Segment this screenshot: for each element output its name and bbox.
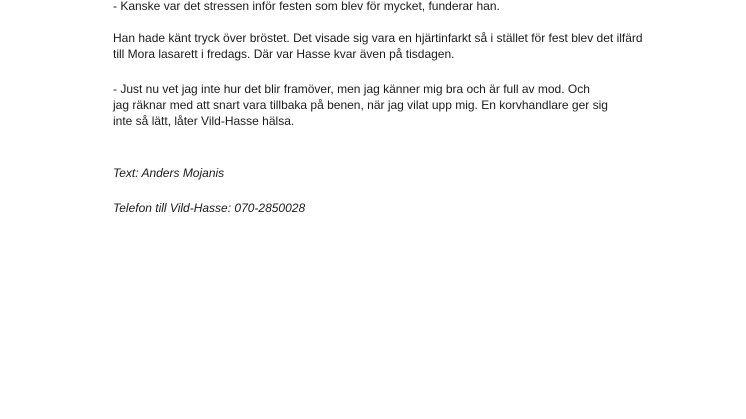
paragraph-line: jag räknar med att snart vara tillbaka på benen, när jag vilat upp mig. En korvhandlare ger sig [113,98,608,112]
paragraph-line: till Mora lasarett i fredags. Där var Hasse kvar även på tisdagen. [113,47,455,61]
byline-text: Text: Anders Mojanis [113,166,225,180]
paragraph-1 [113,0,713,14]
paragraph-line: inte så lätt, låter Vild-Hasse hälsa. [113,114,295,128]
paragraph-line: - Kanske var det stressen inför festen som blev för mycket, funderar han. [113,0,500,13]
paragraph-line: - Just nu vet jag inte hur det blir framöver, men jag känner mig bra och är full av mod. Och [113,82,590,96]
phone-contact [113,200,713,216]
author-byline [113,165,713,181]
paragraph-line: Han hade känt tryck över bröstet. Det visade sig vara en hjärtinfarkt så i stället för fest blev det ilfärd [113,31,643,45]
paragraph-2 [113,30,713,62]
phone-text: Telefon till Vild-Hasse: 070-2850028 [113,201,306,215]
paragraph-3 [113,81,713,129]
